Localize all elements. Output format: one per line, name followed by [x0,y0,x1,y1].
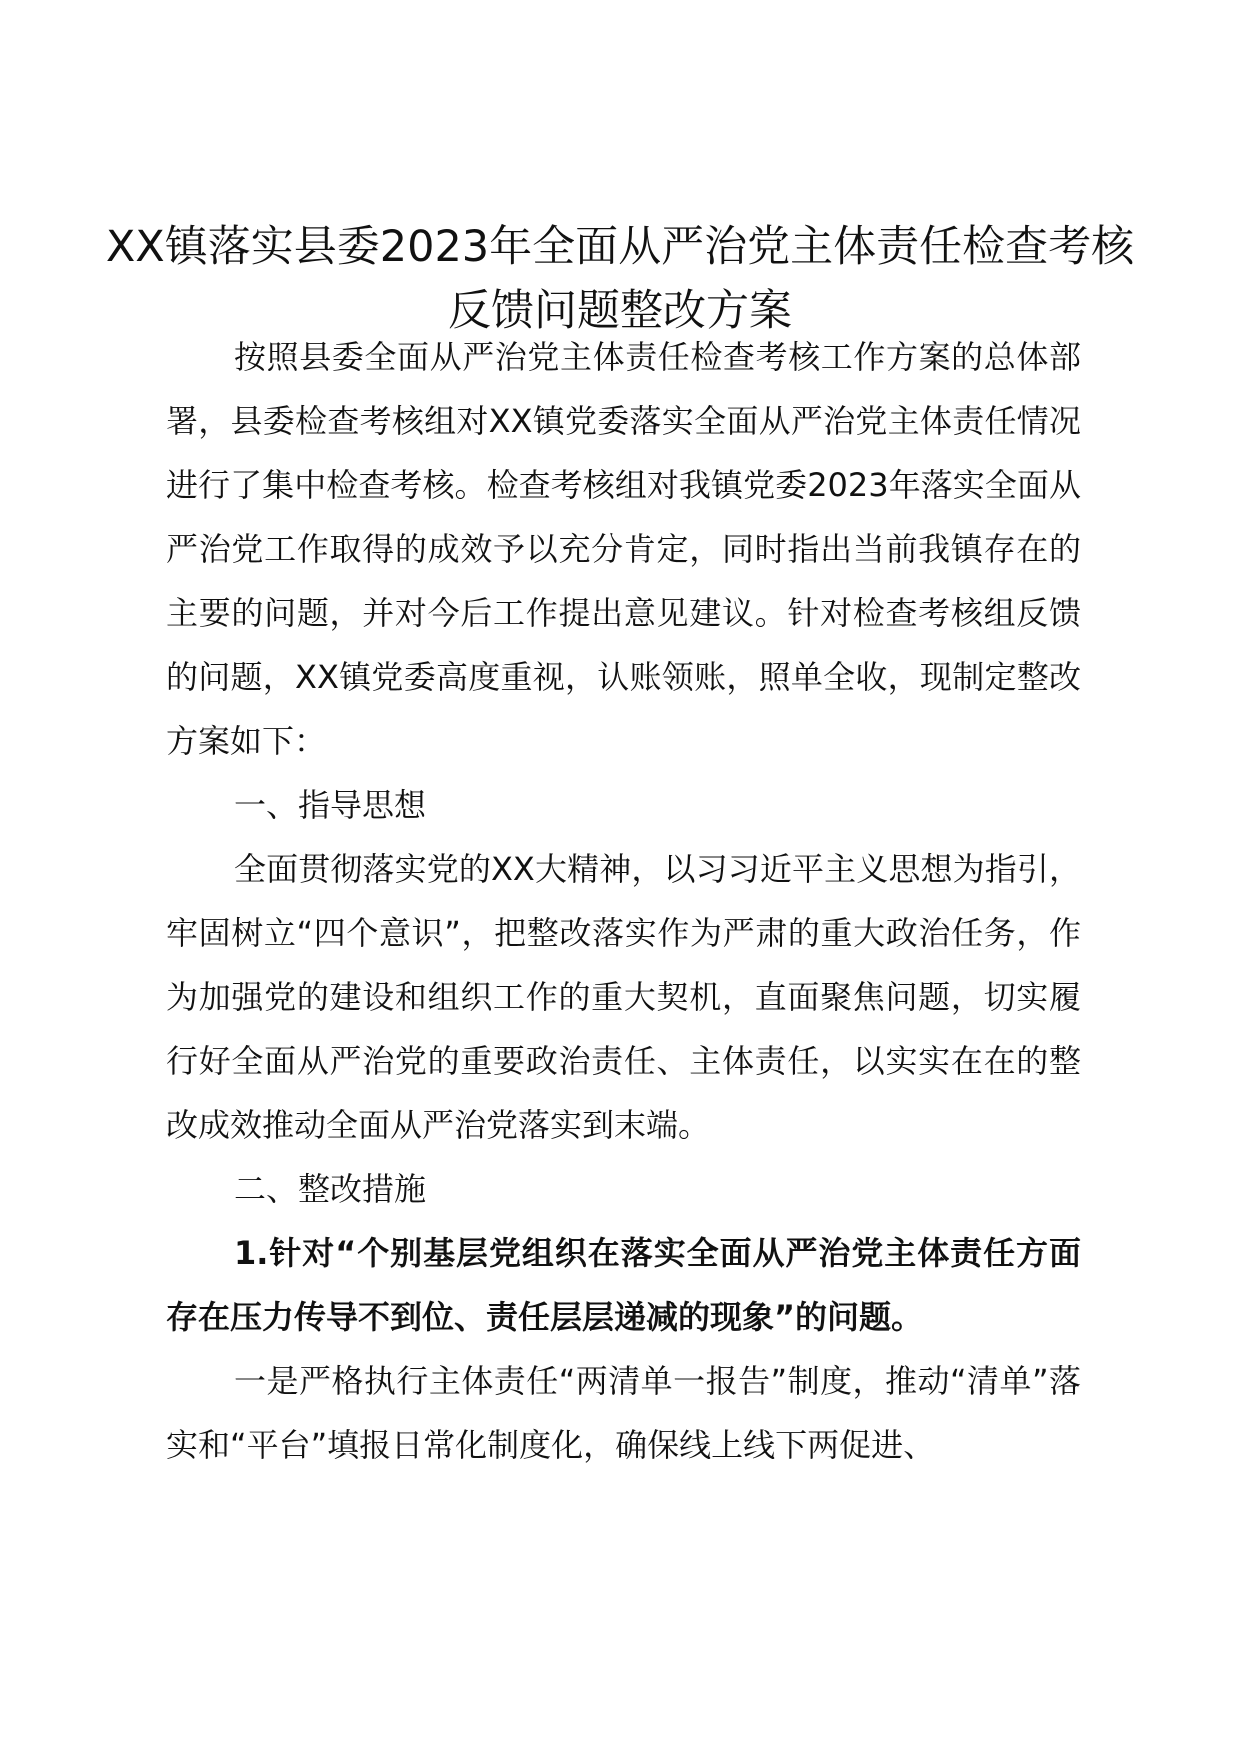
section-heading-guiding-thought: 一、指导思想 [234,786,427,824]
document-title: XX镇落实县委2023年全面从严治党主体责任检查考核反馈问题整改方案 [105,222,1135,336]
measure-1-heading: 1.针对“个别基层党组织在落实全面从严治党主体责任方面存在压力传导不到位、责任层层递减的现象”的问题。 [166,1234,1081,1336]
intro-paragraph: 按照县委全面从严治党主体责任检查考核工作方案的总体部署，县委检查考核组对XX镇党委落实全面从严治党主体责任情况进行了集中检查考核。检查考核组对我镇党委2023年落实全面从严治党工作取得的成效予以充分肯定，同时指出当前我镇存在的主要的问题，并对今后工作提出意见建议。针对检查考核组反馈的问题，XX镇党委高度重视，认账领账，照单全收，现制定整改方案如下： [166,338,1081,760]
section-heading-rectification-measures: 二、整改措施 [234,1170,427,1208]
measure-1-paragraph: 一是严格执行主体责任“两清单一报告”制度，推动“清单”落实和“平台”填报日常化制度化，确保线上线下两促进、 [166,1362,1081,1464]
guiding-thought-paragraph: 全面贯彻落实党的XX大精神，以习习近平主义思想为指引，牢固树立“四个意识”，把整改落实作为严肃的重大政治任务，作为加强党的建设和组织工作的重大契机，直面聚焦问题，切实履行好全面从严治党的重要政治责任、主体责任，以实实在在的整改成效推动全面从严治党落实到末端。 [166,850,1081,1144]
